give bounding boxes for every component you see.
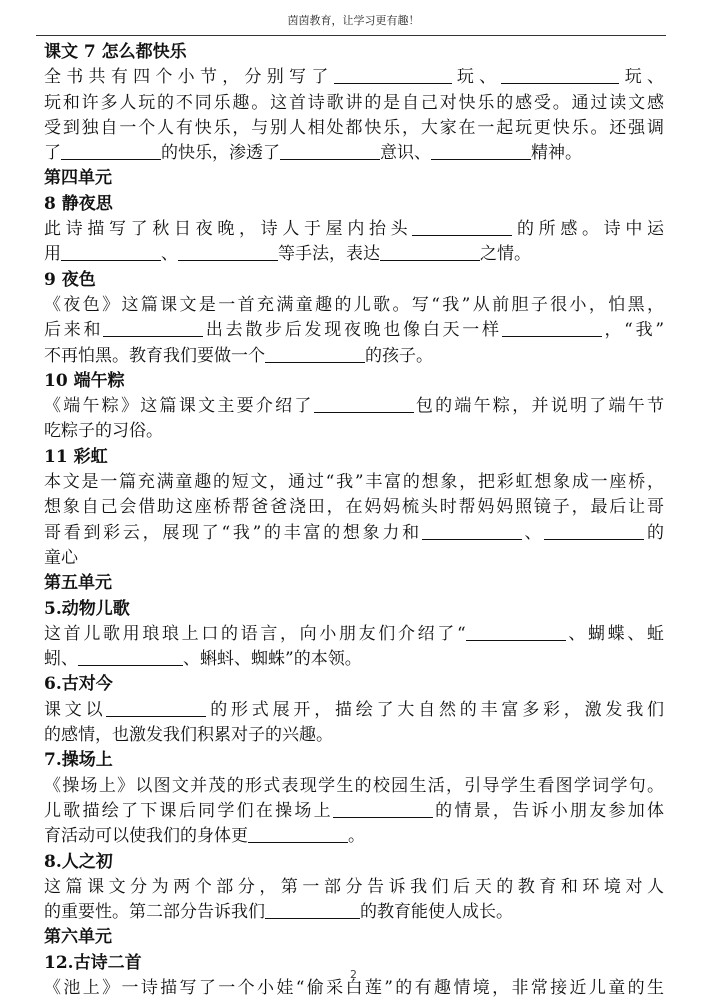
fill-in-blank[interactable]	[333, 800, 433, 818]
fill-in-blank[interactable]	[422, 522, 522, 540]
text-segment: 儿歌描绘了下课后同学们在操场上	[44, 800, 333, 821]
fill-in-blank[interactable]	[412, 218, 512, 236]
fill-in-blank[interactable]	[265, 345, 365, 363]
fill-in-blank[interactable]	[502, 319, 602, 337]
text-segment: 、	[521, 522, 545, 543]
text-line	[44, 875, 664, 900]
fill-in-blank[interactable]	[103, 319, 203, 337]
fill-in-blank[interactable]	[78, 648, 183, 666]
section-heading	[44, 672, 664, 697]
text-segment: 《操场上》以图文并茂的形式表现学生的校园生活，引导学生看图学词学句。	[44, 775, 664, 796]
fill-in-blank[interactable]	[178, 243, 278, 261]
text-segment: 第四单元	[44, 168, 112, 189]
text-line	[44, 799, 664, 824]
text-segment: ，“我”	[601, 320, 665, 341]
text-segment: 的教育能使人成长。	[360, 902, 513, 923]
text-segment: 第五单元	[44, 573, 112, 594]
text-segment: 课文 7 怎么都快乐	[44, 42, 187, 62]
text-segment: 课文以	[44, 699, 107, 720]
text-line	[44, 318, 664, 343]
text-segment: 《夜色》这篇课文是一首充满童趣的儿歌。写“我”从前胆子很小，怕黑，	[44, 294, 664, 315]
text-segment: 了	[44, 143, 61, 164]
text-segment: 全书共有四个小节，分别写了	[44, 67, 334, 88]
page-number: 2	[350, 968, 357, 981]
text-line	[44, 521, 664, 546]
text-segment: 5.动物儿歌	[44, 598, 130, 619]
text-segment: 7.操场上	[44, 750, 113, 771]
text-segment: 等手法，表达	[278, 244, 380, 265]
text-line	[44, 900, 664, 925]
text-line	[44, 622, 664, 647]
text-segment: 玩和许多人玩的不同乐趣。这首诗歌讲的是自己对快乐的感受。通过读文感	[44, 92, 664, 113]
text-segment: 、蝴蝶、蚯	[565, 623, 664, 644]
text-segment: 之情。	[480, 244, 531, 265]
text-segment: 的孩子。	[365, 345, 433, 366]
text-segment: 此诗描写了秋日夜晚，诗人于屋内抬头	[44, 219, 413, 240]
text-segment: 后来和	[44, 320, 104, 341]
text-segment: 8.人之初	[44, 851, 113, 872]
text-segment: 受到独自一个人有快乐，与别人相处都快乐，大家在一起玩更快乐。还强调	[44, 117, 664, 138]
section-heading	[44, 369, 664, 394]
text-segment: 本文是一篇充满童趣的短文，通过“我”丰富的想象，把彩虹想象成一座桥，	[44, 472, 664, 493]
text-line	[44, 774, 664, 799]
text-segment: 蚓、	[44, 649, 78, 670]
text-segment: 的重要性。第二部分告诉我们	[44, 902, 265, 923]
text-line	[44, 217, 664, 242]
fill-in-blank[interactable]	[501, 66, 619, 84]
text-segment: 这篇课文分为两个部分，第一部分告诉我们后天的教育和环境对人	[44, 876, 664, 897]
text-line	[44, 116, 664, 141]
text-segment: 精神。	[531, 143, 582, 164]
fill-in-blank[interactable]	[380, 243, 480, 261]
text-line	[44, 394, 664, 419]
section-heading	[44, 445, 664, 470]
page-header	[0, 14, 707, 28]
text-segment: 的感情，也激发我们积累对子的兴趣。	[44, 725, 333, 746]
text-segment: 童心	[44, 547, 78, 568]
text-segment: 、	[161, 244, 178, 265]
text-line	[44, 91, 664, 116]
text-segment: 包的端午粽，并说明了端午节	[413, 396, 665, 417]
text-segment: 8 静夜思	[44, 193, 113, 214]
fill-in-blank[interactable]	[265, 901, 360, 919]
text-segment: 哥看到彩云，展现了“我”的丰富的想象力和	[44, 522, 422, 543]
text-line	[44, 495, 664, 520]
fill-in-blank[interactable]	[106, 699, 206, 717]
text-line	[44, 293, 664, 318]
text-segment: 的所感。诗中运	[512, 219, 665, 240]
text-segment: 想象自己会借助这座桥帮爸爸浇田，在妈妈梳头时帮妈妈照镜子，最后让哥	[44, 497, 664, 518]
text-segment: 。	[348, 826, 365, 847]
section-heading	[44, 748, 664, 773]
text-segment: 用	[44, 244, 61, 265]
text-line	[44, 546, 664, 571]
text-segment: 《池上》一诗描写了一个小娃“偷采白莲”的有趣情境，非常接近儿童的生	[44, 977, 664, 998]
text-line	[44, 824, 664, 849]
text-segment: 6.古对今	[44, 674, 113, 695]
text-segment: 玩、	[451, 67, 502, 88]
text-line	[44, 242, 664, 267]
fill-in-blank[interactable]	[466, 623, 566, 641]
text-line	[44, 470, 664, 495]
fill-in-blank[interactable]	[544, 522, 644, 540]
text-segment: 、蝌蚪、蜘蛛”的本领。	[183, 649, 362, 670]
section-heading	[44, 925, 664, 950]
section-heading	[44, 850, 664, 875]
text-line	[44, 723, 664, 748]
text-segment: 不再怕黑。教育我们要做一个	[44, 345, 265, 366]
section-heading	[44, 192, 664, 217]
fill-in-blank[interactable]	[61, 243, 161, 261]
fill-in-blank[interactable]	[314, 395, 414, 413]
text-segment: 的形式展开，描绘了大自然的丰富多彩，激发我们	[206, 699, 665, 720]
section-heading	[44, 571, 664, 596]
text-line	[44, 647, 664, 672]
text-segment: 这首儿歌用琅琅上口的语言，向小朋友们介绍了“	[44, 623, 466, 644]
text-segment: 9 夜色	[44, 269, 96, 290]
fill-in-blank[interactable]	[280, 142, 380, 160]
text-segment: 出去散步后发现夜晚也像白天一样	[203, 320, 502, 341]
text-segment: 玩、	[619, 67, 665, 88]
text-segment: 意识、	[380, 143, 431, 164]
header-slogan: 茵茵教育，让学习更有趣！	[287, 14, 420, 27]
text-segment: 11 彩虹	[44, 446, 108, 467]
fill-in-blank[interactable]	[248, 825, 348, 843]
text-segment: 吃粽子的习俗。	[44, 421, 163, 442]
text-segment: 育活动可以使我们的身体更	[44, 826, 248, 847]
section-heading	[44, 40, 664, 65]
text-line	[44, 698, 664, 723]
text-segment: 的情景，告诉小朋友参加体	[432, 800, 665, 821]
text-line	[44, 65, 664, 90]
header-divider	[36, 35, 666, 36]
text-segment: 的	[644, 522, 665, 543]
text-segment: 第六单元	[44, 927, 112, 948]
fill-in-blank[interactable]	[61, 142, 161, 160]
text-segment: 10 端午粽	[44, 370, 125, 391]
text-segment: 12.古诗二首	[44, 952, 142, 973]
section-heading	[44, 166, 664, 191]
section-heading	[44, 268, 664, 293]
text-segment: 的快乐，渗透了	[161, 143, 280, 164]
document-body	[44, 40, 664, 1001]
fill-in-blank[interactable]	[431, 142, 531, 160]
text-line	[44, 419, 664, 444]
text-line	[44, 141, 664, 166]
text-segment: 《端午粽》这篇课文主要介绍了	[44, 396, 314, 417]
fill-in-blank[interactable]	[334, 66, 452, 84]
section-heading	[44, 597, 664, 622]
text-line	[44, 344, 664, 369]
